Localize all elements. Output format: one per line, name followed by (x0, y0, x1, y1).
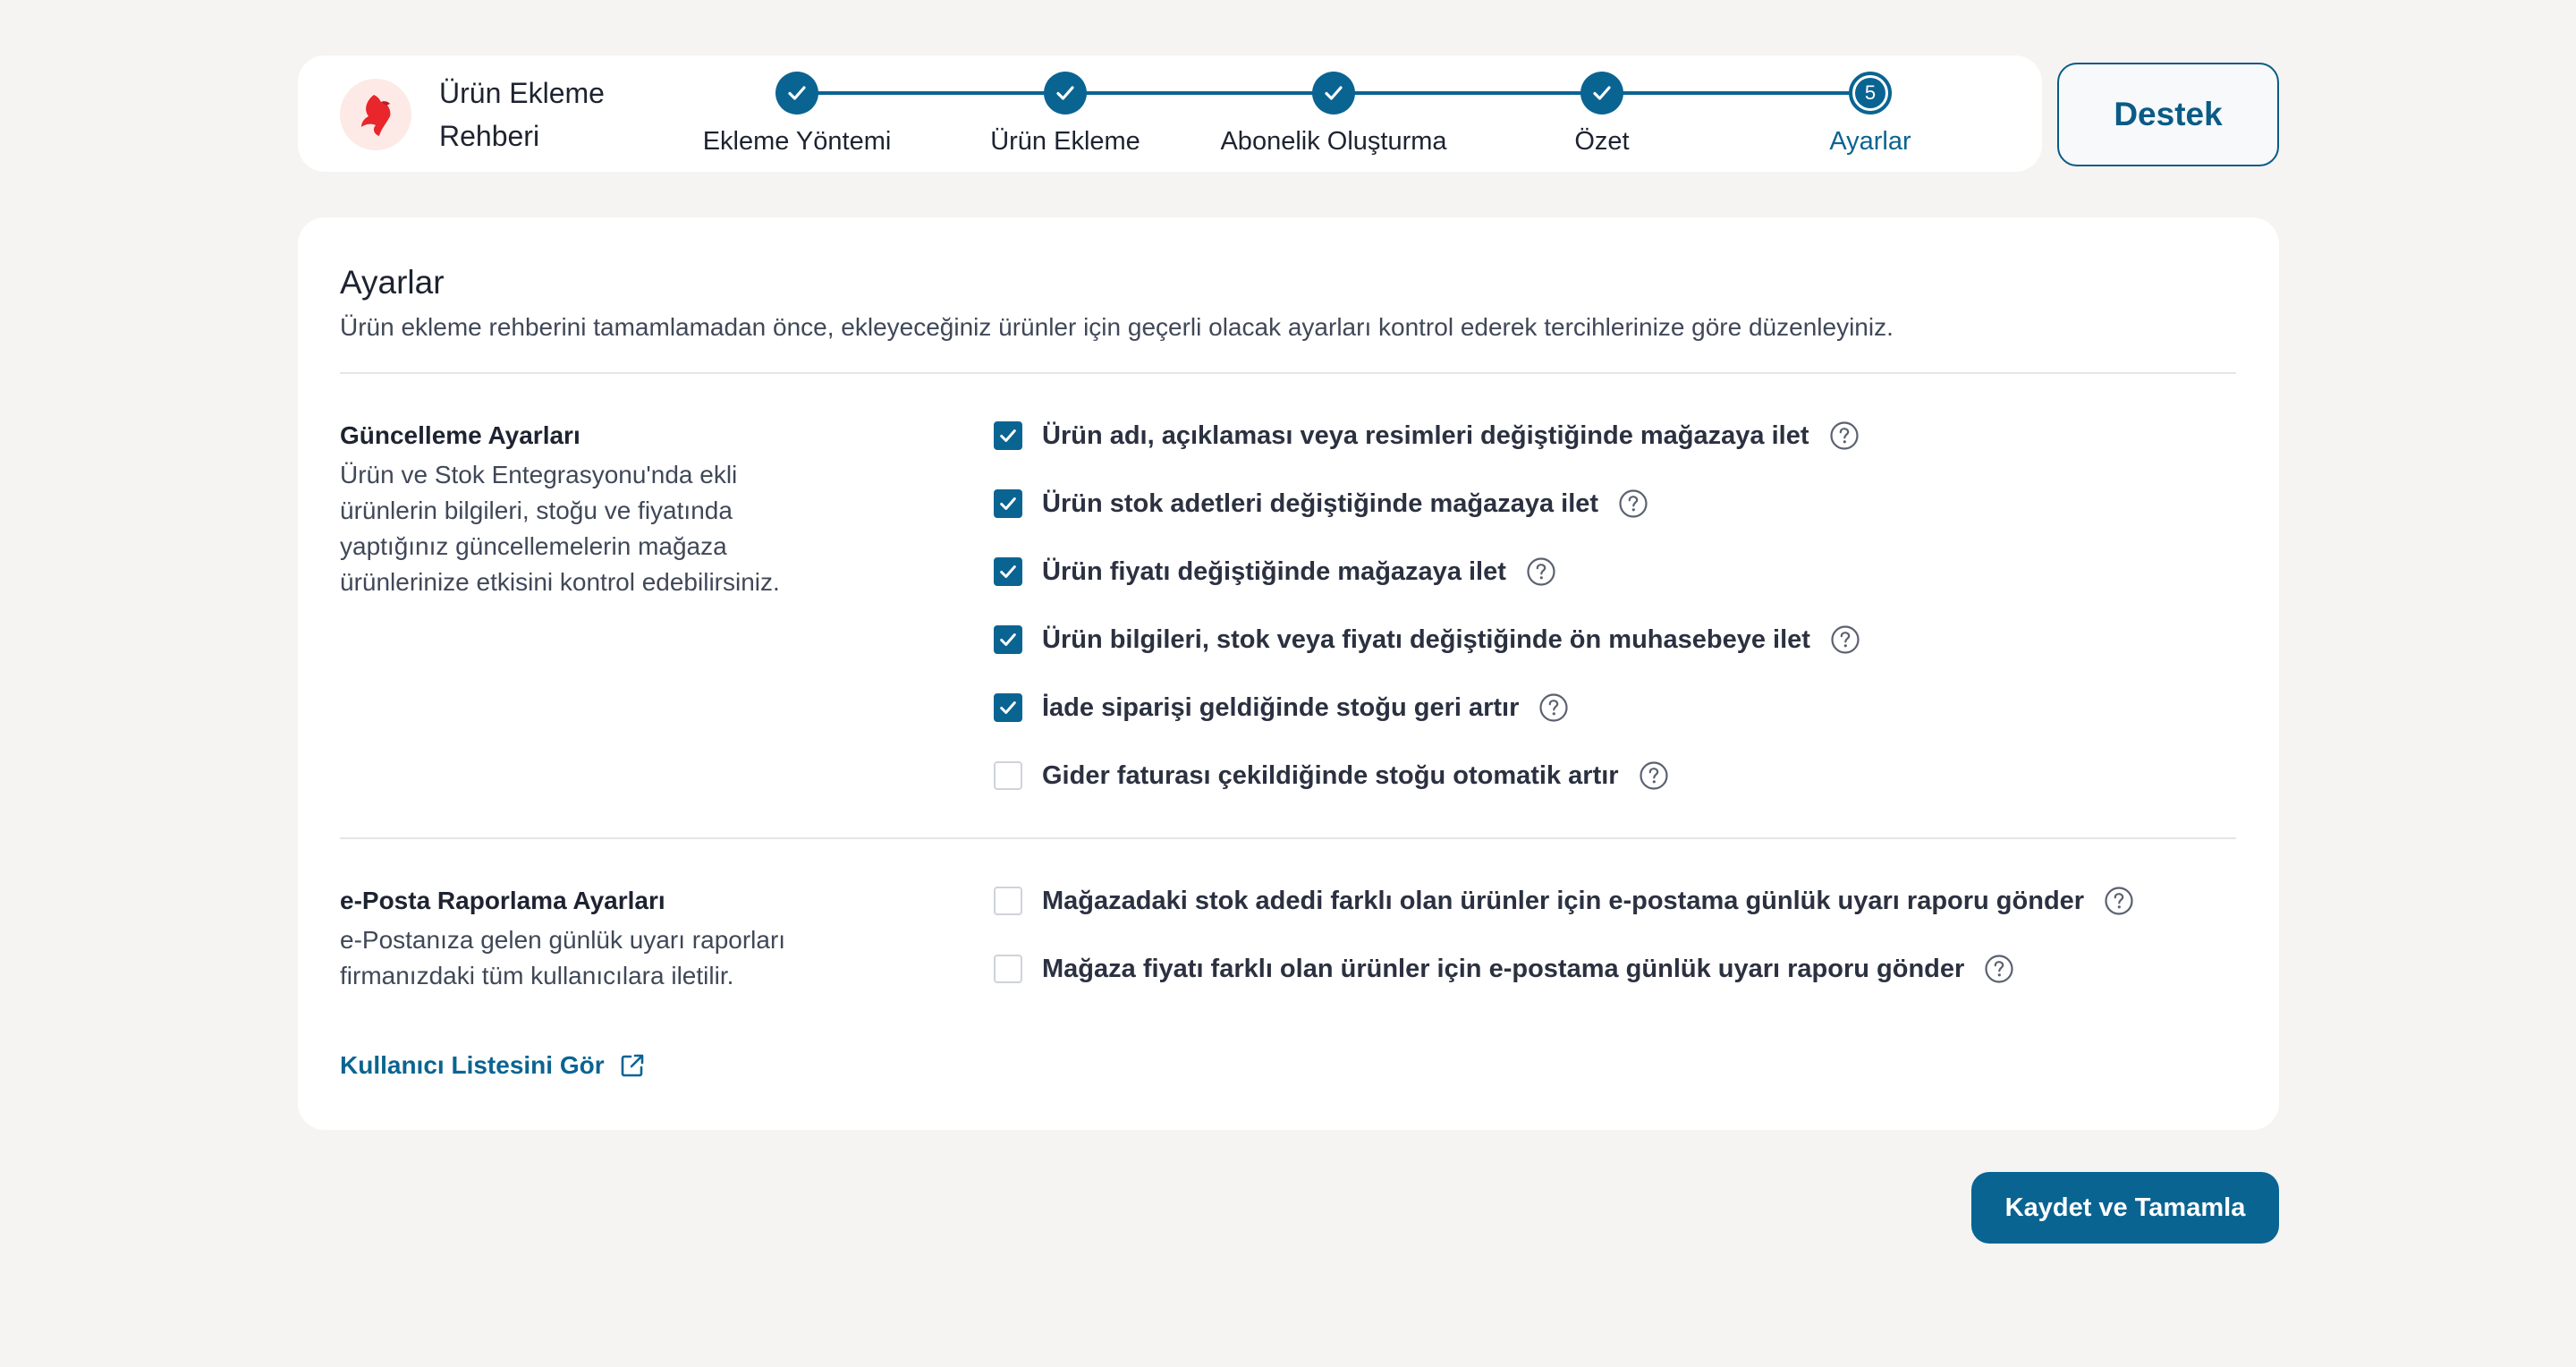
step-1-label[interactable]: Ekleme Yöntemi (702, 127, 892, 156)
update-settings-description: Ürün ve Stok Entegrasyonu'nda ekli ürünlerin bilgileri, stoğu ve fiyatında yaptığınız güncellemelerin mağaza ürünlerinize etkisini kontrol edebilirsiniz. (340, 461, 780, 596)
help-icon[interactable] (1538, 692, 1569, 723)
step-3-label[interactable]: Abonelik Oluşturma (1220, 127, 1447, 156)
option-email-price-report[interactable] (994, 951, 2014, 987)
user-list-link-label[interactable]: Kullanıcı Listesini Gör (340, 1051, 605, 1079)
stepper (298, 55, 2042, 172)
check-icon (998, 562, 1018, 582)
step-1-indicator[interactable] (775, 72, 818, 115)
help-icon[interactable] (1830, 624, 1860, 655)
wizard-header (298, 55, 2042, 172)
step-5-label: Ayarlar (1829, 127, 1911, 156)
user-list-link[interactable] (340, 1051, 646, 1080)
check-icon (998, 494, 1018, 514)
update-settings-title: Güncelleme Ayarları (340, 421, 580, 449)
help-icon[interactable] (1526, 556, 1556, 587)
option-email-stock-report[interactable] (994, 883, 2134, 919)
check-icon (998, 426, 1018, 446)
divider (340, 837, 2236, 839)
page-title: Ayarlar (340, 264, 445, 301)
external-link-icon[interactable] (619, 1052, 646, 1079)
help-icon[interactable] (1829, 420, 1860, 451)
step-connector (797, 91, 1046, 95)
checkbox-checked[interactable] (994, 557, 1022, 586)
step-4-label[interactable]: Özet (1574, 127, 1630, 156)
checkbox-checked[interactable] (994, 489, 1022, 518)
check-icon (786, 82, 808, 104)
wizard-title: Ürün Ekleme Rehberi (439, 77, 605, 152)
divider (340, 372, 2236, 374)
option-label: Gider faturası çekildiğinde stoğu otomatik artır (1042, 760, 1619, 790)
option-label: İade siparişi geldiğinde stoğu geri artır (1042, 692, 1520, 722)
checkbox-checked[interactable] (994, 625, 1022, 654)
option-label: Ürün stok adetleri değiştiğinde mağazaya ilet (1042, 488, 1599, 518)
option-return-restock[interactable] (994, 690, 1569, 726)
option-expense-restock[interactable] (994, 758, 1669, 794)
settings-card (298, 217, 2279, 1130)
option-label: Ürün adı, açıklaması veya resimleri değiştiğinde mağazaya ilet (1042, 420, 1809, 450)
page-description: Ürün ekleme rehberini tamamlamadan önce, ekleyeceğiniz ürünler için geçerli olacak ayarları kontrol ederek tercihlerinize göre düzenleyiniz. (340, 313, 1894, 341)
step-4-indicator[interactable] (1580, 72, 1623, 115)
email-settings-description: e-Postanıza gelen günlük uyarı raporları firmanızdaki tüm kullanıcılara iletilir. (340, 926, 786, 989)
option-sync-accounting[interactable] (994, 622, 1860, 658)
step-2-indicator[interactable] (1044, 72, 1087, 115)
step-5-number: 5 (1855, 78, 1885, 108)
option-sync-stock[interactable] (994, 486, 1648, 522)
save-and-complete-button[interactable]: Kaydet ve Tamamla (1971, 1172, 2279, 1244)
checkbox-checked[interactable] (994, 421, 1022, 450)
step-3-indicator[interactable] (1312, 72, 1355, 115)
option-label: Mağazadaki stok adedi farklı olan ürünler için e-postama günlük uyarı raporu gönder (1042, 886, 2085, 915)
help-icon[interactable] (2104, 886, 2134, 916)
help-icon[interactable] (1984, 954, 2014, 984)
step-2-label[interactable]: Ürün Ekleme (990, 127, 1140, 156)
check-icon (1591, 82, 1613, 104)
checkbox-unchecked[interactable] (994, 955, 1022, 983)
checkbox-unchecked[interactable] (994, 887, 1022, 915)
help-icon[interactable] (1618, 488, 1648, 519)
option-label: Mağaza fiyatı farklı olan ürünler için e-postama günlük uyarı raporu gönder (1042, 954, 1965, 983)
step-5-indicator (1849, 72, 1892, 115)
checkbox-unchecked[interactable] (994, 761, 1022, 790)
option-label: Ürün fiyatı değiştiğinde mağazaya ilet (1042, 556, 1506, 586)
support-button[interactable]: Destek (2057, 63, 2279, 166)
help-icon[interactable] (1639, 760, 1669, 791)
option-label: Ürün bilgileri, stok veya fiyatı değiştiğinde ön muhasebeye ilet (1042, 624, 1810, 654)
check-icon (1055, 82, 1076, 104)
step-connector (1065, 91, 1314, 95)
step-connector (1334, 91, 1582, 95)
option-sync-price[interactable] (994, 554, 1556, 590)
email-settings-title: e-Posta Raporlama Ayarları (340, 887, 665, 914)
step-connector (1602, 91, 1851, 95)
checkbox-checked[interactable] (994, 693, 1022, 722)
check-icon (998, 698, 1018, 717)
check-icon (998, 630, 1018, 650)
option-sync-product-info[interactable] (994, 418, 1860, 454)
check-icon (1323, 82, 1344, 104)
